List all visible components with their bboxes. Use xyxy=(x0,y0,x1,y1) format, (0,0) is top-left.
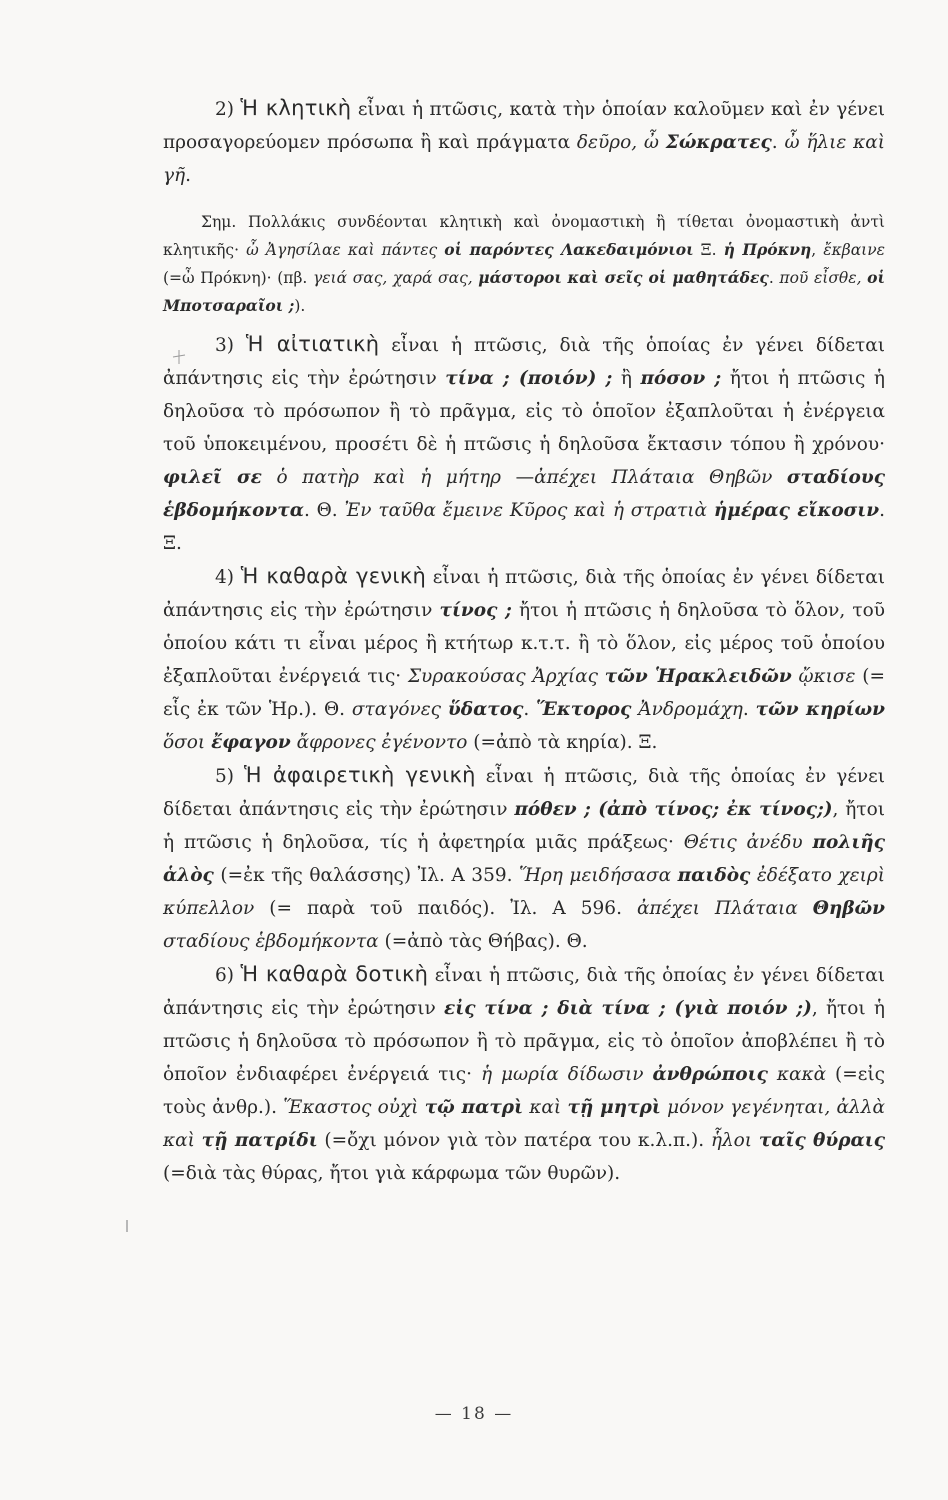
text-segment: ἡ μωρία δίδωσιν xyxy=(480,1064,653,1085)
text-segment: 2) xyxy=(215,99,241,120)
text-segment: Ξ. xyxy=(693,241,724,259)
text-segment: Ἕκτορος xyxy=(536,699,632,720)
text-segment: ὅσοι xyxy=(163,732,206,753)
text-segment: σταδίους ἑβδομήκοντα xyxy=(163,931,379,952)
text-segment: εἰς τίνα ; διὰ τίνα ; (γιὰ ποιόν ;) xyxy=(444,998,812,1019)
text-segment: (=ἀπὸ τὰ κηρία). Ξ. xyxy=(467,732,658,753)
text-segment: καὶ σεῖς οἱ μαθητάδες xyxy=(567,268,769,287)
text-segment: Ἐν ταῦθα ἔμεινε Κῦρος καὶ ἡ στρατιὰ xyxy=(344,500,714,521)
text-segment: εἶναι ἡ πτῶσις, κατὰ τὴν ὁποίαν καλοῦμεν καὶ ἐν γένει προσαγορεύομεν πρόσωπα ἢ καὶ πράγματα xyxy=(163,99,886,153)
text-segment: Σημ. xyxy=(201,213,237,231)
text-segment: οἱ Μποτσαραῖοι ; xyxy=(163,268,885,315)
paragraph-genitive xyxy=(163,560,885,759)
text-segment: γειά σας, χαρά σας, xyxy=(312,269,479,287)
text-segment: , ἤτοι ἡ πτῶσις ἡ δηλοῦσα τὸ πρόσωπον ἢ τὸ πρᾶγμα, εἰς τὸ ὁποῖον ἀποβλέπει ἢ τὸ ὁποῖον ἐνδιαφέρει ἐνέργειά τις· xyxy=(163,998,886,1085)
text-segment: Θέτις ἀνέδυ xyxy=(683,832,813,853)
text-segment: ἀπέχει Πλάταια xyxy=(636,898,813,919)
paragraph-dative xyxy=(163,958,885,1190)
page-text xyxy=(163,92,885,1190)
paragraph-accusative xyxy=(163,328,885,560)
text-segment: Συρακούσας Ἀρχίας xyxy=(407,666,605,687)
text-segment: ἔκβαινε xyxy=(823,241,885,259)
text-segment: ὦ ἥλιε καὶ γῆ xyxy=(163,132,885,186)
text-segment: ὁ πατὴρ καὶ ἡ μήτηρ xyxy=(276,467,502,488)
text-segment: (= παρὰ τοῦ παιδός). Ἰλ. Α 596. xyxy=(254,898,637,919)
paragraph-ablative-genitive xyxy=(163,759,885,958)
text-segment: ἄφρονες ἐγένοντο xyxy=(296,732,468,753)
text-segment: 5) xyxy=(215,766,244,787)
text-segment: Πολλάκις συνδέονται κλητικὴ καὶ ὀνομαστικὴ ἢ τίθεται ὀνομαστικὴ ἀντὶ κλητικῆς· xyxy=(163,213,885,259)
text-segment: ὕδατος xyxy=(447,699,524,720)
text-segment: οἱ παρόντες Λακεδαιμόνιοι xyxy=(444,240,694,259)
paragraph-note xyxy=(163,208,885,320)
text-segment: 6) xyxy=(215,965,241,986)
text-segment: τῶν Ἡρακλειδῶν xyxy=(604,666,792,687)
text-segment: ἔφαγον xyxy=(211,732,291,753)
text-segment: σταδίους ἑβδομήκοντα xyxy=(163,467,885,521)
text-segment: . Θ. xyxy=(303,500,345,521)
text-segment: πολιῆς ἁλὸς xyxy=(163,832,886,886)
text-segment: μάστοροι xyxy=(478,268,562,287)
case-heading: Ἡ ἀφαιρετικὴ γενικὴ xyxy=(243,763,476,787)
pencil-cross-mark xyxy=(172,350,186,364)
text-segment: 4) xyxy=(215,567,241,588)
text-segment: . xyxy=(523,699,537,720)
text-segment: Θηβῶν xyxy=(812,898,886,919)
text-segment: Σώκρατες xyxy=(665,132,772,153)
text-segment: καὶ xyxy=(529,1097,562,1118)
text-segment: . xyxy=(742,699,756,720)
text-segment: ἧλοι xyxy=(710,1130,753,1151)
text-segment: πόσον ; xyxy=(640,368,722,389)
text-segment xyxy=(768,1064,777,1085)
text-segment: ἀπέχει Πλάταια Θηβῶν xyxy=(534,467,787,488)
case-heading: Ἡ αἰτιατικὴ xyxy=(245,332,380,356)
text-segment: εἶναι ἡ πτῶσις, διὰ τῆς ὁποίας ἐν γένει δίδεται ἀπάντησις εἰς τὴν ἐρώτησιν xyxy=(163,567,885,621)
text-segment: , ἤτοι ἡ πτῶσις ἡ δηλοῦσα, τίς ἡ ἀφετηρία μιᾶς πράξεως· xyxy=(163,799,885,853)
text-segment: — xyxy=(501,467,535,488)
text-segment: Ἀνδρομάχη xyxy=(638,699,743,720)
text-segment: (=εἰς τοὺς ἀνθρ.). xyxy=(163,1064,885,1118)
text-segment: (=ὄχι μόνον γιὰ τὸν πατέρα του κ.λ.π.). xyxy=(317,1130,711,1151)
text-segment: (=ἀπὸ τὰς Θήβας). Θ. xyxy=(378,931,588,952)
text-segment: 3) xyxy=(215,335,246,356)
text-segment: (= εἷς ἐκ τῶν Ἡρ.). Θ. xyxy=(163,666,885,720)
text-segment: ). xyxy=(294,297,306,315)
text-segment: Ἕκαστος οὐχὶ xyxy=(283,1097,425,1118)
text-segment: εἶναι ἡ πτῶσις, διὰ τῆς ὁποίας ἐν γένει δίδεται ἀπάντησις εἰς τὴν ἐρώτησιν xyxy=(163,335,886,389)
page-number: — 18 — xyxy=(434,1404,514,1424)
text-segment: ἤτοι ἡ πτῶσις ἡ δηλοῦσα τὸ πρόσωπον ἢ τὸ πρᾶγμα, εἰς τὸ ὁποῖον ἐξαπλοῦται ἡ ἐνέργεια τοῦ ὑποκειμένου, προσέτι δὲ ἡ πτῶσις ἡ δηλοῦσα ἔκτασιν τόπου ἢ χρόνου· xyxy=(163,368,886,455)
text-segment: τῇ πατρίδι xyxy=(201,1130,318,1151)
text-segment: . Ξ. xyxy=(163,500,885,554)
paragraph-vocative xyxy=(163,92,885,192)
text-segment xyxy=(195,1130,202,1151)
case-heading: Ἡ κλητικὴ xyxy=(240,96,352,120)
text-segment: Ἥρη μειδήσασα xyxy=(519,865,678,886)
text-segment: (=διὰ τὰς θύρας, ἤτοι γιὰ κάρφωμα τῶν θυρῶν). xyxy=(163,1163,621,1184)
case-heading: Ἡ καθαρὰ γενικὴ xyxy=(240,564,427,588)
text-segment: τῶν κηρίων xyxy=(755,699,886,720)
text-segment: τῇ μητρὶ xyxy=(567,1097,661,1118)
text-segment: ἢ xyxy=(612,368,641,389)
text-segment: εἶναι ἡ πτῶσις, διὰ τῆς ὁποίας ἐν γένει δίδεται ἀπάντησις εἰς τὴν ἐρώτησιν xyxy=(163,766,885,820)
text-segment: . xyxy=(771,132,785,153)
text-segment: σταγόνες xyxy=(351,699,448,720)
text-segment: ἐδέξατο χειρὶ κύπελλον xyxy=(163,865,885,919)
text-segment: ταῖς θύραις xyxy=(758,1130,885,1151)
text-segment: φιλεῖ σε xyxy=(163,467,262,488)
text-segment: ἡμέρας εἴκοσιν xyxy=(713,500,880,521)
text-segment: (=ἐκ τῆς θαλάσσης) Ἰλ. Α 359. xyxy=(213,865,520,886)
text-segment: μόνον γεγένηται, ἀλλὰ καὶ xyxy=(163,1097,885,1151)
text-segment: . xyxy=(768,269,780,287)
text-segment xyxy=(262,467,277,488)
text-segment: κακὰ xyxy=(776,1064,827,1085)
text-segment: τίνος ; xyxy=(439,600,512,621)
text-segment: τίνα ; (ποιόν) ; xyxy=(445,368,613,389)
text-segment: ὦ Ἀγησίλαε καὶ πάντες xyxy=(246,241,445,259)
text-segment: ἀνθρώποις xyxy=(652,1064,768,1085)
margin-tick-mark xyxy=(126,1220,128,1232)
text-segment: πόθεν ; (ἀπὸ τίνος; ἐκ τίνος;) xyxy=(514,799,833,820)
text-segment: ἤτοι ἡ πτῶσις ἡ δηλοῦσα τὸ ὅλον, τοῦ ὁποίου κάτι τι εἶναι μέρος ἢ κτήτωρ κ.τ.τ. ἢ τὸ ὅλον, εἰς μέρος τοῦ ὁποίου ἐξαπλοῦται ἐνέργειά τις· xyxy=(163,600,886,687)
text-segment: παιδὸς xyxy=(677,865,751,886)
text-segment: ἡ Πρόκνη xyxy=(723,240,812,259)
text-segment: , xyxy=(811,241,824,259)
text-segment: δεῦρο, ὦ xyxy=(576,132,666,153)
text-segment: . xyxy=(185,165,192,186)
text-segment: ᾤκισε xyxy=(798,666,856,687)
text-segment: (=ὦ Πρόκνη)· (πβ. xyxy=(163,269,313,287)
text-segment: εἶναι ἡ πτῶσις, διὰ τῆς ὁποίας ἐν γένει δίδεται ἀπάντησις εἰς τὴν ἐρώτησιν xyxy=(163,965,886,1019)
case-heading: Ἡ καθαρὰ δοτικὴ xyxy=(240,962,429,986)
text-segment: ποῦ εἶσθε, xyxy=(779,269,868,287)
text-segment: τῷ πατρὶ xyxy=(424,1097,524,1118)
text-segment xyxy=(752,1130,759,1151)
